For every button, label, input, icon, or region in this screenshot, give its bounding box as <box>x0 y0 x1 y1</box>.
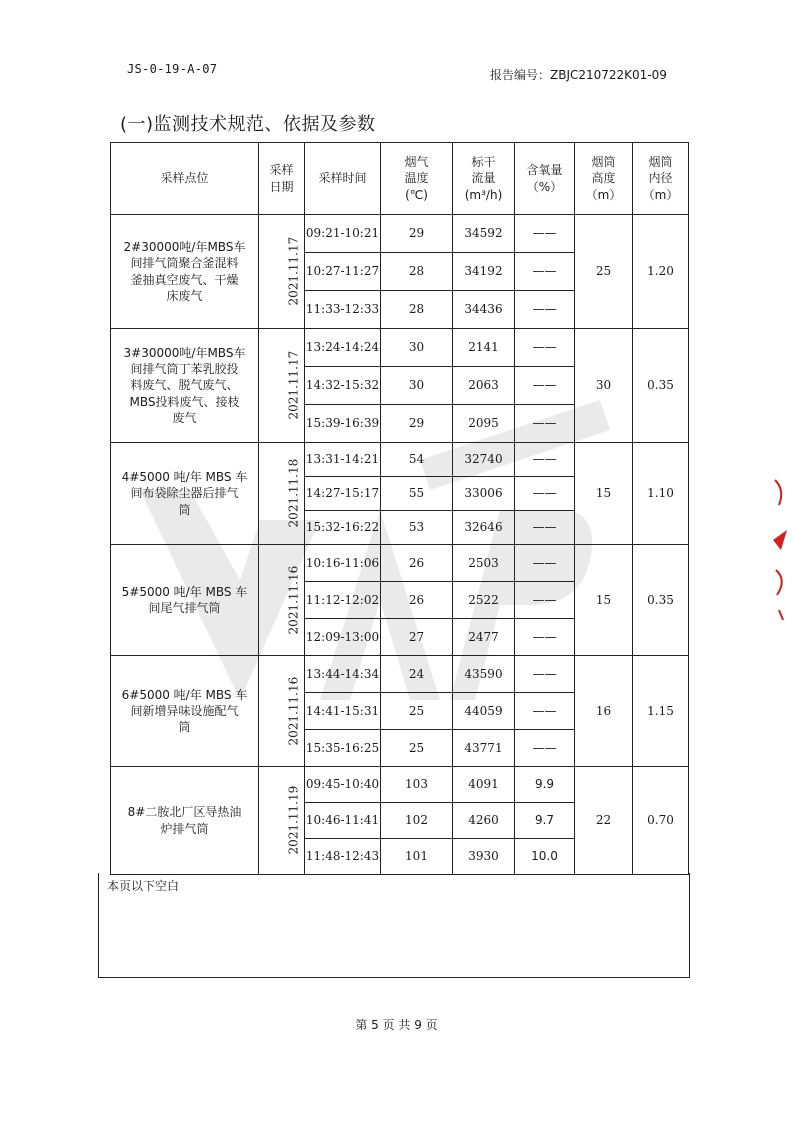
oxygen-content: —— <box>515 367 575 405</box>
sampling-date: 2021.11.18 <box>286 459 301 528</box>
sampling-point-cell <box>111 443 259 545</box>
stack-height: 16 <box>575 656 633 767</box>
oxygen-content: —— <box>515 253 575 291</box>
flow-rate: 2141 <box>453 329 515 367</box>
stack-diameter: 0.35 <box>633 545 689 656</box>
flue-temp: 25 <box>381 693 453 730</box>
flow-rate: 2477 <box>453 619 515 656</box>
table-row <box>111 545 689 582</box>
sampling-point-line: 床废气 <box>166 288 203 303</box>
sampling-time: 14:27-15:17 <box>305 477 381 511</box>
flow-rate: 34592 <box>453 215 515 253</box>
page-number: 第 5 页 共 9 页 <box>355 1018 438 1032</box>
sampling-time: 11:33-12:33 <box>305 291 381 329</box>
flow-rate: 3930 <box>453 839 515 875</box>
stack-diameter: 1.15 <box>633 656 689 767</box>
sampling-time: 15:35-16:25 <box>305 730 381 767</box>
sampling-point-line: 5#5000 吨/年 MBS 车 <box>121 584 248 599</box>
section-title: (一)监测技术规范、依据及参数 <box>120 114 376 135</box>
sampling-date: 2021.11.17 <box>286 351 301 420</box>
oxygen-content: —— <box>515 693 575 730</box>
flue-temp: 29 <box>381 215 453 253</box>
stack-diameter: 0.35 <box>633 329 689 443</box>
header-sampling-time: 采样时间 <box>305 143 381 215</box>
flue-temp: 26 <box>381 582 453 619</box>
stack-height: 15 <box>575 443 633 545</box>
sampling-date-cell <box>259 767 305 875</box>
sampling-time: 13:24-14:24 <box>305 329 381 367</box>
flue-temp: 103 <box>381 767 453 803</box>
flow-rate: 32646 <box>453 511 515 545</box>
sampling-point-line: 筒 <box>178 720 191 735</box>
sampling-time: 14:32-15:32 <box>305 367 381 405</box>
sampling-point-cell <box>111 656 259 767</box>
sampling-time: 15:39-16:39 <box>305 405 381 443</box>
sampling-date: 2021.11.16 <box>286 676 301 746</box>
table-header-row <box>111 143 689 215</box>
stack-diameter: 0.70 <box>633 767 689 875</box>
oxygen-content: —— <box>515 477 575 511</box>
sampling-point-line: 3#30000吨/年MBS车 <box>123 346 246 361</box>
flue-temp: 25 <box>381 730 453 767</box>
red-stamp-edge-icon <box>771 470 789 630</box>
stack-diameter: 1.20 <box>633 215 689 329</box>
sampling-point-cell <box>111 767 259 875</box>
blank-note: 本页以下空白 <box>107 879 180 893</box>
sampling-date: 2021.11.17 <box>286 237 301 306</box>
blank-area <box>98 873 690 978</box>
sampling-time: 11:48-12:43 <box>305 839 381 875</box>
oxygen-content: —— <box>515 656 575 693</box>
stack-height: 25 <box>575 215 633 329</box>
sampling-point-line: MBS投料废气、接枝 <box>129 394 240 409</box>
oxygen-content: —— <box>515 545 575 582</box>
sampling-time: 13:44-14:34 <box>305 656 381 693</box>
flue-temp: 28 <box>381 253 453 291</box>
flow-rate: 43590 <box>453 656 515 693</box>
flue-temp: 29 <box>381 405 453 443</box>
header-stack-diameter: 烟筒 内径 （m） <box>633 143 689 215</box>
flue-temp: 30 <box>381 329 453 367</box>
monitoring-parameters-table <box>110 142 689 875</box>
document-code: JS-0-19-A-07 <box>127 62 218 76</box>
header-sampling-date: 采样 日期 <box>259 143 305 215</box>
flow-rate: 34436 <box>453 291 515 329</box>
flow-rate: 32740 <box>453 443 515 477</box>
flue-temp: 102 <box>381 803 453 839</box>
sampling-date-cell <box>259 656 305 767</box>
oxygen-content: —— <box>515 405 575 443</box>
header-sampling-point: 采样点位 <box>111 143 259 215</box>
sampling-point-line: 筒 <box>178 502 191 517</box>
stack-diameter: 1.10 <box>633 443 689 545</box>
flue-temp: 27 <box>381 619 453 656</box>
sampling-time: 09:21-10:21 <box>305 215 381 253</box>
flow-rate: 43771 <box>453 730 515 767</box>
sampling-date-cell <box>259 329 305 443</box>
table-row <box>111 767 689 803</box>
oxygen-content: 9.9 <box>515 767 575 803</box>
header-stack-height: 烟筒 高度 （m） <box>575 143 633 215</box>
flow-rate: 2522 <box>453 582 515 619</box>
sampling-date-cell <box>259 443 305 545</box>
flow-rate: 2503 <box>453 545 515 582</box>
sampling-point-line: 间布袋除尘器后排气 <box>130 486 239 501</box>
sampling-time: 10:46-11:41 <box>305 803 381 839</box>
oxygen-content: —— <box>515 329 575 367</box>
flow-rate: 4091 <box>453 767 515 803</box>
table-row <box>111 329 689 367</box>
sampling-point-line: 料废气、脱气废气、 <box>130 378 239 393</box>
sampling-point-line: 间尾气排气筒 <box>148 601 221 615</box>
stack-height: 15 <box>575 545 633 656</box>
oxygen-content: 9.7 <box>515 803 575 839</box>
flue-temp: 55 <box>381 477 453 511</box>
header-oxygen: 含氧量 （%） <box>515 143 575 215</box>
oxygen-content: —— <box>515 511 575 545</box>
sampling-point-cell <box>111 329 259 443</box>
header-flue-temp: 烟气 温度 (℃) <box>381 143 453 215</box>
header-flow-rate: 标干 流量 (m³/h) <box>453 143 515 215</box>
report-number: 报告编号：ZBJC210722K01-09 <box>490 68 667 82</box>
stack-height: 30 <box>575 329 633 443</box>
sampling-point-line: 釜抽真空废气、干燥 <box>130 272 239 287</box>
flue-temp: 26 <box>381 545 453 582</box>
sampling-point-line: 8#二胺北厂区导热油 <box>127 805 242 820</box>
table-body <box>111 215 689 875</box>
sampling-point-cell <box>111 545 259 656</box>
oxygen-content: —— <box>515 730 575 767</box>
sampling-point-line: 4#5000 吨/年 MBS 车 <box>121 470 248 485</box>
sampling-time: 12:09-13:00 <box>305 619 381 656</box>
sampling-time: 14:41-15:31 <box>305 693 381 730</box>
flow-rate: 44059 <box>453 693 515 730</box>
flue-temp: 101 <box>381 839 453 875</box>
flow-rate: 4260 <box>453 803 515 839</box>
flue-temp: 30 <box>381 367 453 405</box>
sampling-time: 15:32-16:22 <box>305 511 381 545</box>
oxygen-content: —— <box>515 582 575 619</box>
flow-rate: 2063 <box>453 367 515 405</box>
sampling-date: 2021.11.19 <box>286 786 301 855</box>
sampling-time: 10:16-11:06 <box>305 545 381 582</box>
flue-temp: 24 <box>381 656 453 693</box>
table-row <box>111 443 689 477</box>
sampling-point-cell <box>111 215 259 329</box>
oxygen-content: —— <box>515 443 575 477</box>
flow-rate: 34192 <box>453 253 515 291</box>
table-row <box>111 215 689 253</box>
flue-temp: 54 <box>381 443 453 477</box>
flow-rate: 33006 <box>453 477 515 511</box>
table-row <box>111 656 689 693</box>
sampling-date-cell <box>259 215 305 329</box>
oxygen-content: —— <box>515 215 575 253</box>
sampling-point-line: 废气 <box>172 410 197 425</box>
sampling-point-line: 6#5000 吨/年 MBS 车 <box>121 687 248 702</box>
flow-rate: 2095 <box>453 405 515 443</box>
flue-temp: 28 <box>381 291 453 329</box>
sampling-time: 13:31-14:21 <box>305 443 381 477</box>
oxygen-content: 10.0 <box>515 839 575 875</box>
stack-height: 22 <box>575 767 633 875</box>
sampling-point-line: 炉排气筒 <box>160 821 209 836</box>
sampling-time: 09:45-10:40 <box>305 767 381 803</box>
sampling-point-line: 间排气筒聚合釜混料 <box>130 256 239 271</box>
sampling-point-line: 间排气筒丁苯乳胶投 <box>130 362 239 377</box>
oxygen-content: —— <box>515 619 575 656</box>
sampling-date: 2021.11.16 <box>286 565 301 635</box>
sampling-time: 11:12-12:02 <box>305 582 381 619</box>
oxygen-content: —— <box>515 291 575 329</box>
sampling-date-cell <box>259 545 305 656</box>
sampling-time: 10:27-11:27 <box>305 253 381 291</box>
flue-temp: 53 <box>381 511 453 545</box>
sampling-point-line: 间新增异味设施配气 <box>130 703 239 718</box>
sampling-point-line: 2#30000吨/年MBS车 <box>123 240 246 255</box>
